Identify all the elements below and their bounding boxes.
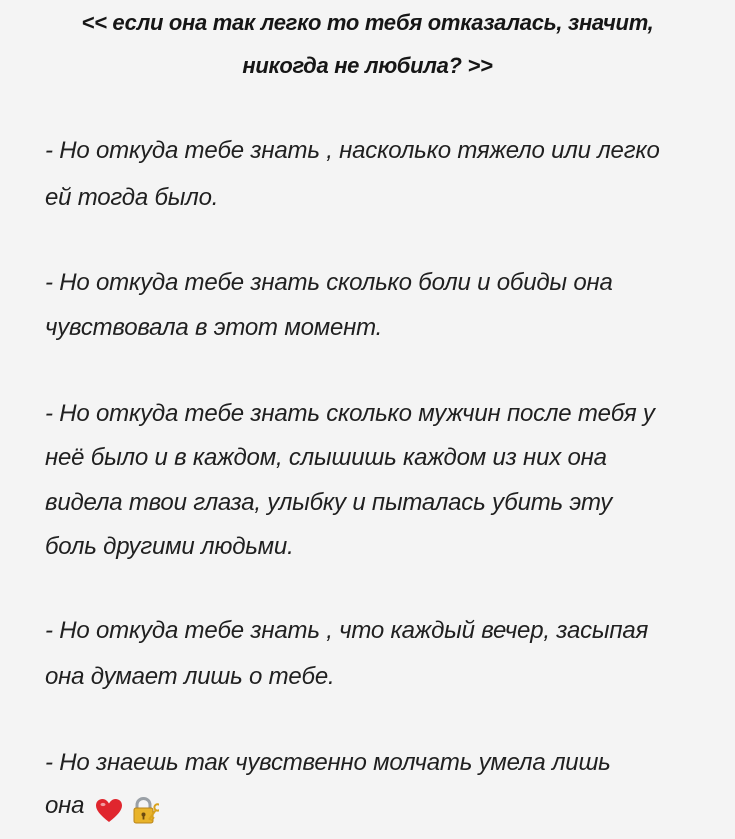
paragraph-1-line-1: - Но откуда тебе знать , насколько тяжело или легко bbox=[45, 137, 660, 164]
paragraph-4-line-1: - Но откуда тебе знать , что каждый вечер, засыпая bbox=[45, 617, 649, 644]
paragraph-5-line-2-wrap bbox=[45, 792, 159, 826]
paragraph-3-line-4: боль другими людьми. bbox=[45, 533, 294, 560]
emoji-group bbox=[95, 796, 159, 826]
heart-icon bbox=[95, 798, 123, 824]
paragraph-5-line-2: она bbox=[45, 792, 85, 819]
title-line-2: никогда не любила? >> bbox=[242, 53, 493, 78]
paragraph-4-line-2: она думает лишь о тебе. bbox=[45, 663, 335, 690]
locked-with-key-icon bbox=[129, 796, 159, 826]
paragraph-3-line-2: неё было и в каждом, слышишь каждом из них она bbox=[45, 444, 607, 471]
paragraph-2-line-2: чувствовала в этот момент. bbox=[45, 314, 383, 341]
paragraph-2-line-1: - Но откуда тебе знать сколько боли и обиды она bbox=[45, 269, 613, 296]
paragraph-3-line-1: - Но откуда тебе знать сколько мужчин после тебя у bbox=[45, 400, 655, 427]
paragraph-1-line-2: ей тогда было. bbox=[45, 184, 219, 211]
paragraph-5-line-1: - Но знаешь так чувственно молчать умела лишь bbox=[45, 749, 611, 776]
title-line-1: << если она так легко то тебя отказалась, значит, bbox=[81, 10, 654, 35]
paragraph-3-line-3: видела твои глаза, улыбку и пыталась убить эту bbox=[45, 489, 613, 516]
